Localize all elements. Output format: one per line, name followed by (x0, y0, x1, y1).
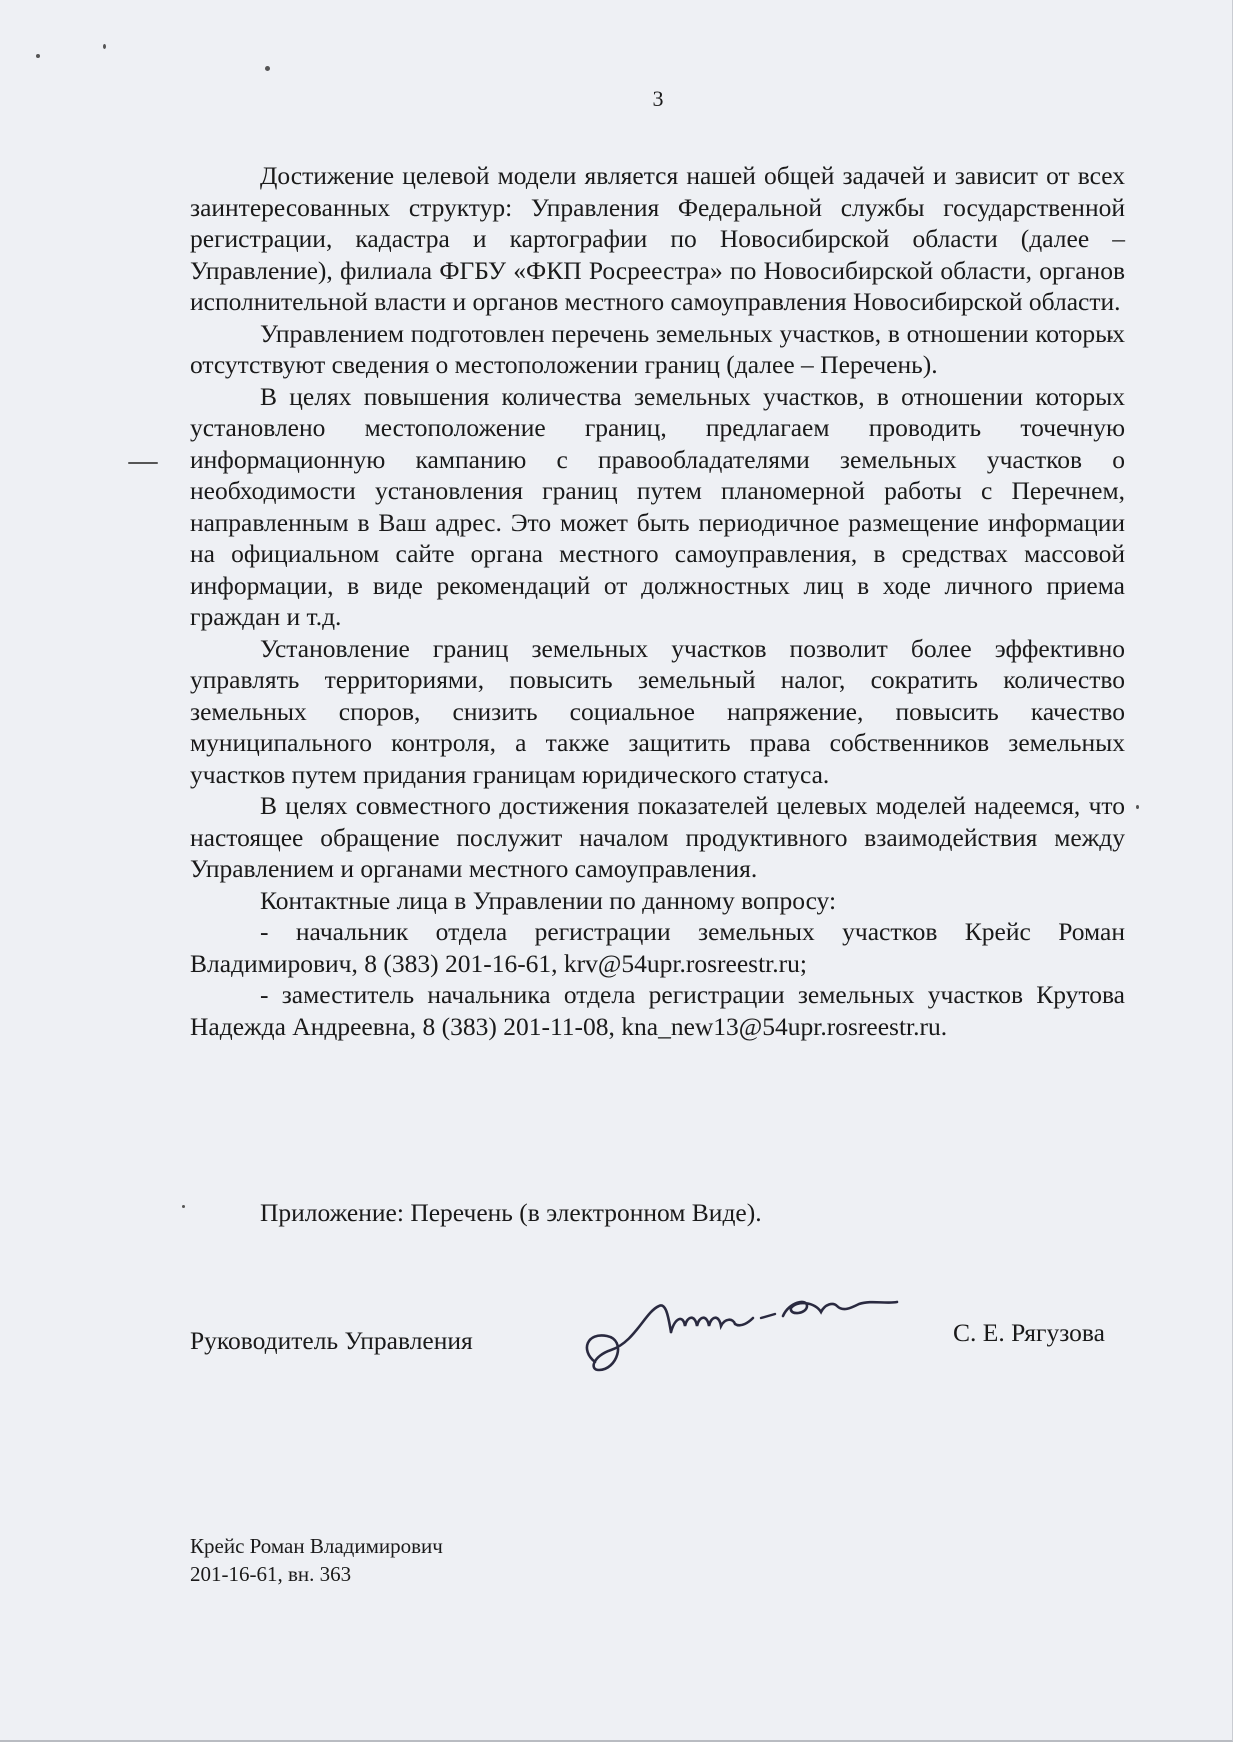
letter-body (190, 160, 1125, 1042)
appendix-note: Приложение: Перечень (в электронном Виде). (260, 1198, 762, 1227)
scan-speck (1136, 805, 1139, 809)
paragraph-target-model: Достижение целевой модели является нашей общей задачей и зависит от всех заинтересованных структур: Управления Федеральной службы государственной регистрации, кадастра и картографии по Новосибирской области (далее – Управление), филиала ФГБУ «ФКП Росреестра» по Новосибирской области, органов исполнительной власти и органов местного самоуправления Новосибирской области. (190, 161, 1125, 316)
executor-phone: 201-16-61, вн. 363 (190, 1562, 352, 1586)
paragraph-list-prepared: Управлением подготовлен перечень земельных участков, в отношении которых отсутствуют сведения о местоположении границ (далее – Перечень). (190, 318, 1125, 379)
page-number: 3 (652, 86, 664, 111)
scan-speck (265, 66, 270, 71)
paragraph-information-campaign: В целях повышения количества земельных участков, в отношении которых установлено местоположение границ, предлагаем проводить точечную информационную кампанию с правообладателями земельных участков о необходимости установления границ путем планомерной работы с Перечнем, направленным в Ваш адрес. Это может быть периодичное размещение информации на официальном сайте органа местного самоуправления, в средствах массовой информации, в виде рекомендаций от должностных лиц в ходе личного приема граждан и т.д. (190, 381, 1125, 631)
executor-info (190, 1532, 443, 1588)
scan-speck (182, 1205, 185, 1208)
paragraph-boundary-benefits: Установление границ земельных участков позволит более эффективно управлять территориями, повысить земельный налог, сократить количество земельных споров, снизить социальное напряжение, повысить качество муниципального контроля, а также защитить права собственников земельных участков путем придания границам юридического статуса. (190, 633, 1125, 789)
paragraph-cooperation: В целях совместного достижения показателей целевых моделей надеемся, что настоящее обращение послужит началом продуктивного взаимодействия между Управлением и органами местного самоуправления. (190, 791, 1125, 883)
scan-speck (36, 54, 40, 58)
scan-speck (128, 462, 158, 464)
handwritten-signature (575, 1292, 930, 1382)
scan-speck (103, 44, 106, 49)
paragraph-contacts-heading: Контактные лица в Управлении по данному вопросу: (260, 885, 837, 915)
paragraph-contact-head: - начальник отдела регистрации земельных участков Крейс Роман Владимирович, 8 (383) 201-16-61, krv@54upr.rosreestr.ru; (190, 917, 1125, 978)
paragraph-contact-deputy: - заместитель начальника отдела регистрации земельных участков Крутова Надежда Андреевна, 8 (383) 201-11-08, kna_new13@54upr.rosreestr.ru. (190, 980, 1125, 1041)
signer-name: С. Е. Рягузова (953, 1318, 1105, 1347)
executor-name: Крейс Роман Владимирович (190, 1534, 443, 1558)
signer-position: Руководитель Управления (190, 1326, 473, 1355)
